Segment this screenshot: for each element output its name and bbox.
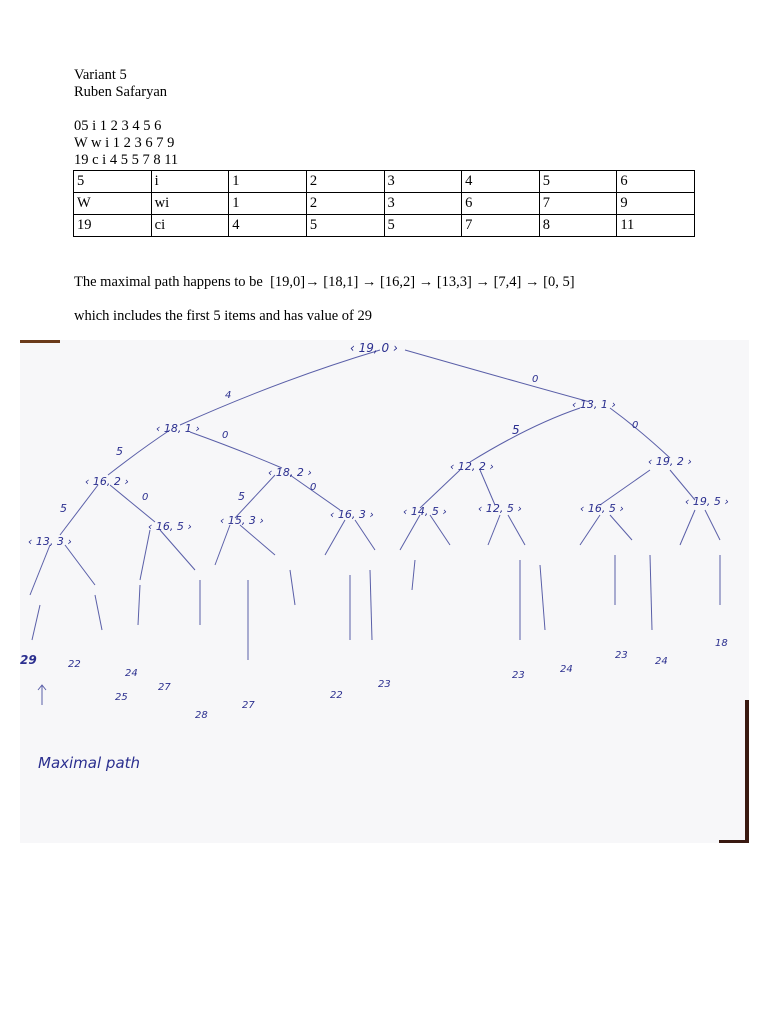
edge-label: 5	[116, 445, 123, 458]
edge-label: 0	[310, 482, 317, 493]
edge-label: 5	[512, 423, 520, 437]
leaf-total: 24	[655, 656, 668, 667]
edge-label: 5	[238, 490, 245, 503]
edge-label: 5	[60, 502, 67, 515]
node-19-2: ‹ 19, 2 ›	[648, 455, 692, 468]
table-cell: ci	[151, 215, 229, 237]
table-cell: 3	[384, 171, 462, 193]
table-cell: 5	[539, 171, 617, 193]
node-19-5: ‹ 19, 5 ›	[685, 495, 729, 508]
table-cell: 11	[617, 215, 695, 237]
leaf-total: 18	[715, 638, 728, 649]
maximal-path-sentence: The maximal path happens to be [19,0]→ [18,1] → [16,2] → [13,3] → [7,4] → [0, 5]	[74, 274, 575, 290]
table-cell: 3	[384, 193, 462, 215]
node-18-1: ‹ 18, 1 ›	[156, 422, 200, 435]
table-cell: 5	[384, 215, 462, 237]
leaf-total: 29	[20, 653, 37, 667]
summary-sentence: which includes the first 5 items and has value of 29	[74, 308, 372, 324]
node-12-5: ‹ 12, 5 ›	[478, 502, 522, 515]
table-cell: W	[74, 193, 152, 215]
table-cell: 6	[617, 171, 695, 193]
node-root: ‹ 19, 0 ›	[350, 341, 398, 355]
leaf-total: 23	[615, 650, 628, 661]
edge-label: 0	[532, 374, 539, 385]
leaf-total: 23	[378, 679, 391, 690]
leaf-total: 22	[330, 690, 343, 701]
node-15-3: ‹ 15, 3 ›	[220, 514, 264, 527]
leaf-total: 28	[195, 710, 208, 721]
node-14-5: ‹ 14, 5 ›	[403, 505, 447, 518]
item-table	[73, 170, 695, 237]
variant-title: Variant 5	[74, 67, 127, 83]
edge-label: 0	[142, 492, 149, 503]
table-cell: 7	[539, 193, 617, 215]
table-row	[74, 171, 695, 193]
edge-label: 4	[225, 390, 232, 401]
table-cell: 6	[462, 193, 540, 215]
table-row	[74, 193, 695, 215]
node-18-3: ‹ 16, 3 ›	[330, 508, 374, 521]
table-cell: 2	[306, 193, 384, 215]
table-cell: 4	[462, 171, 540, 193]
table-cell: 2	[306, 171, 384, 193]
table-cell: 1	[229, 193, 307, 215]
maximal-path-label: Maximal path	[38, 754, 141, 772]
node-16-3: ‹ 16, 5 ›	[148, 520, 192, 533]
table-cell: 1	[229, 171, 307, 193]
node-13-3: ‹ 13, 3 ›	[28, 535, 72, 548]
document-header	[74, 67, 178, 169]
handwritten-tree-photo	[20, 340, 749, 843]
node-16-5: ‹ 16, 5 ›	[580, 502, 624, 515]
raw-line-1: 05 i 1 2 3 4 5 6	[74, 118, 162, 134]
leaf-total: 27	[242, 700, 255, 711]
leaf-total: 27	[158, 682, 171, 693]
decision-tree-sketch	[20, 340, 749, 843]
table-cell: 9	[617, 193, 695, 215]
table-row	[74, 215, 695, 237]
node-16-2: ‹ 16, 2 ›	[85, 475, 129, 488]
leaf-total: 23	[512, 670, 525, 681]
table-cell: 5	[306, 215, 384, 237]
raw-line-3: 19 c i 4 5 5 7 8 11	[74, 152, 179, 168]
author-name: Ruben Safaryan	[74, 84, 168, 100]
table-cell: wi	[151, 193, 229, 215]
node-12-2: ‹ 12, 2 ›	[450, 460, 494, 473]
leaf-total: 22	[68, 659, 81, 670]
raw-line-2: W w i 1 2 3 6 7 9	[74, 135, 175, 151]
table-cell: 19	[74, 215, 152, 237]
leaf-total: 25	[115, 692, 128, 703]
edge-label: 0	[222, 430, 229, 441]
table-cell: 5	[74, 171, 152, 193]
table-cell: 8	[539, 215, 617, 237]
leaf-total: 24	[125, 668, 138, 679]
leaf-total: 24	[560, 664, 573, 675]
node-18-2: ‹ 18, 2 ›	[268, 466, 312, 479]
edge-label: 0	[632, 420, 639, 431]
table-cell: i	[151, 171, 229, 193]
table-cell: 7	[462, 215, 540, 237]
node-13-1: ‹ 13, 1 ›	[572, 398, 616, 411]
table-cell: 4	[229, 215, 307, 237]
